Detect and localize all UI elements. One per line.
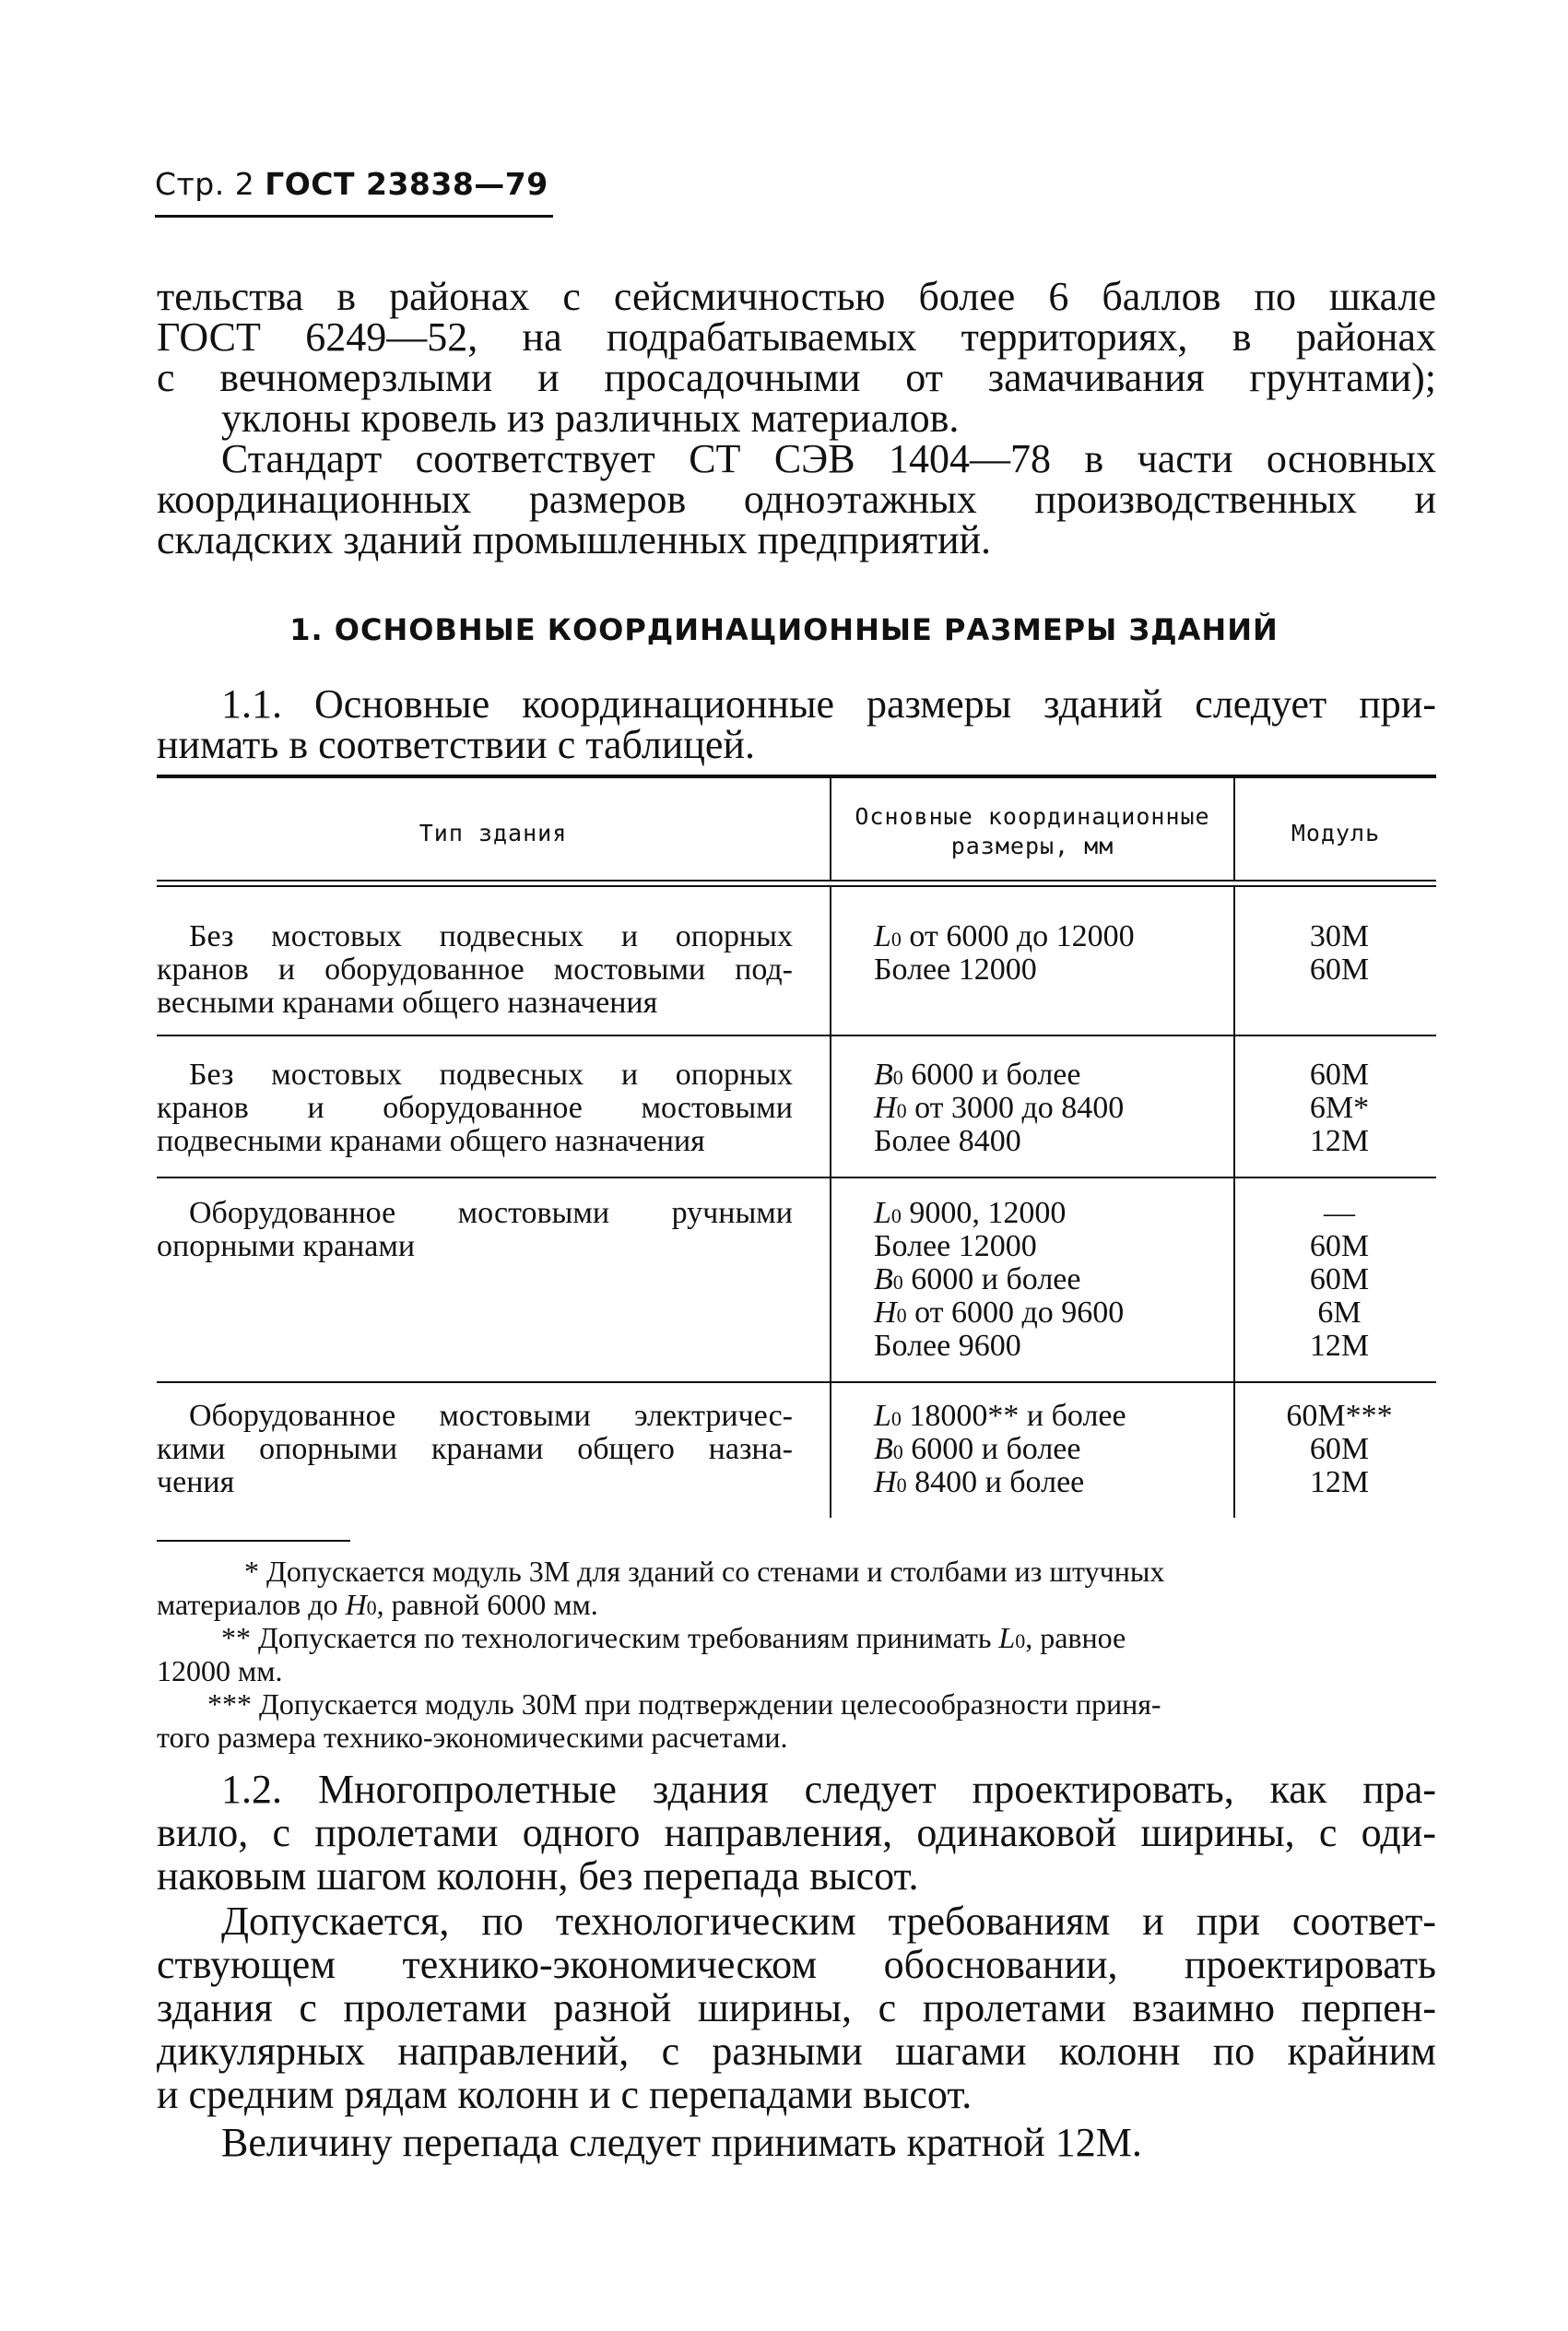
footnote-text: материалов до bbox=[157, 1588, 346, 1621]
dimension-text: 6000 и более bbox=[902, 1262, 1081, 1296]
table-cell-type: Без мостовых подвесных и опорных bbox=[189, 1058, 793, 1092]
table-cell-type: кими опорными кранами общего назна- bbox=[157, 1432, 793, 1466]
table-cell-dimension bbox=[874, 1059, 1224, 1095]
intro-line: уклоны кровель из различных материалов. bbox=[221, 396, 960, 441]
paragraph-1-2-line: наковым шагом колонн, без перепада высот. bbox=[157, 1853, 919, 1899]
paragraph-allowed-line: и средним рядам колонн и с перепадами высот. bbox=[157, 2072, 973, 2117]
symbol: L bbox=[874, 1196, 891, 1230]
column-header-type: Тип здания bbox=[419, 820, 568, 846]
table-cell-type: подвесными кранами общего назначения bbox=[157, 1124, 705, 1158]
dimension-text: 18000** и более bbox=[901, 1399, 1126, 1433]
symbol: L bbox=[874, 1399, 891, 1433]
document-code: ГОСТ 23838—79 bbox=[265, 166, 548, 202]
table-cell-type: чения bbox=[157, 1465, 235, 1499]
footnote-text: ** Допускается по технологическим требованиям принимать bbox=[221, 1621, 999, 1654]
dimension-text: 9000, 12000 bbox=[901, 1196, 1067, 1230]
paragraph-1-1-line: 1.1. Основные координационные размеры зданий следует при- bbox=[221, 681, 1436, 727]
subscript: 0 bbox=[896, 1099, 907, 1122]
table-cell-dimension: Более 12000 bbox=[874, 1229, 1037, 1263]
table-cell-module: 30М bbox=[1309, 919, 1370, 953]
table-cell-dimension: Более 9600 bbox=[874, 1329, 1021, 1363]
symbol: L bbox=[998, 1621, 1016, 1654]
symbol: H bbox=[874, 1091, 897, 1125]
dimension-text: от 3000 до 8400 bbox=[906, 1091, 1125, 1125]
subscript: 0 bbox=[896, 1304, 907, 1327]
table-cell-dimension bbox=[874, 1466, 1224, 1502]
table-cell-module: — bbox=[1324, 1196, 1355, 1230]
footnote-3-cont: того размера технико-экономическими расчетами. bbox=[157, 1721, 788, 1754]
paragraph-1-2-line: 1.2. Многопролетные здания следует проектировать, как пра- bbox=[221, 1767, 1436, 1812]
table-cell-dimension: Более 8400 bbox=[874, 1124, 1021, 1158]
symbol: L bbox=[874, 919, 891, 953]
symbol: B bbox=[874, 1058, 893, 1092]
intro-line: с вечномерзлыми и просадочными от замачивания грунтами); bbox=[157, 355, 1436, 400]
table-cell-dimension bbox=[874, 1263, 1224, 1299]
dimension-text: 8400 и более bbox=[906, 1465, 1085, 1499]
paragraph-1-2-line: вило, с пролетами одного направления, одинаковой ширины, с оди- bbox=[157, 1810, 1436, 1855]
dimension-text: 6000 и более bbox=[902, 1432, 1081, 1466]
table-cell-dimension bbox=[874, 1433, 1224, 1469]
table-cell-module: 60М bbox=[1309, 1432, 1370, 1466]
intro-line: тельства в районах с сейсмичностью более 6 баллов по шкале bbox=[157, 274, 1436, 319]
column-header-dimensions: Основные координационные bbox=[855, 803, 1210, 830]
subscript: 0 bbox=[892, 1440, 903, 1463]
table-cell-module: 60М bbox=[1309, 1058, 1370, 1092]
table-body-divider bbox=[830, 887, 831, 1518]
table-cell-module: 60М bbox=[1309, 1262, 1370, 1296]
table-cell-dimension bbox=[874, 1197, 1224, 1233]
footnote-rule bbox=[157, 1540, 350, 1542]
table-cell-type: кранов и оборудованное мостовыми bbox=[157, 1091, 793, 1125]
page-label: Стр. 2 bbox=[155, 166, 255, 202]
paragraph-allowed-line: Допускается, по технологическим требованиям и при соответ- bbox=[221, 1899, 1436, 1944]
symbol: H bbox=[345, 1588, 367, 1621]
table-cell-dimension bbox=[874, 1400, 1224, 1436]
footnote-3: *** Допускается модуль 30М при подтверждении целесообразности приня- bbox=[207, 1687, 1161, 1721]
table-top-rule bbox=[157, 775, 1436, 778]
table-cell-type: Оборудованное мостовыми ручными bbox=[189, 1196, 793, 1230]
symbol: B bbox=[874, 1262, 893, 1296]
subscript: 0 bbox=[896, 1473, 907, 1497]
header-rule bbox=[155, 215, 553, 218]
footnote-1-cont bbox=[157, 1588, 598, 1625]
symbol: B bbox=[874, 1432, 893, 1466]
footnote-text: , равное bbox=[1025, 1621, 1126, 1654]
subscript: 0 bbox=[1015, 1629, 1026, 1652]
dimension-text: от 6000 до 9600 bbox=[906, 1296, 1125, 1330]
dimension-text: 6000 и более bbox=[902, 1058, 1081, 1092]
table-row-rule bbox=[157, 1035, 1436, 1036]
intro-line: координационных размеров одноэтажных производственных и bbox=[157, 477, 1436, 522]
table-cell-type: Оборудованное мостовыми электричес- bbox=[189, 1399, 793, 1433]
dimension-text: от 6000 до 12000 bbox=[901, 919, 1135, 953]
table-cell-type: Без мостовых подвесных и опорных bbox=[189, 919, 793, 953]
table-cell-module: 12М bbox=[1309, 1465, 1370, 1499]
symbol: H bbox=[874, 1465, 897, 1499]
footnote-text: , равной 6000 мм. bbox=[376, 1588, 598, 1621]
footnote-1: * Допускается модуль 3М для зданий со стенами и столбами из штучных bbox=[244, 1555, 1165, 1588]
table-row-rule bbox=[157, 1381, 1436, 1383]
paragraph-allowed-line: ствующем технико-экономическом обосновании, проектировать bbox=[157, 1942, 1436, 1987]
subscript: 0 bbox=[890, 1407, 902, 1430]
table-cell-type: кранов и оборудованное мостовыми под- bbox=[157, 953, 793, 987]
table-cell-dimension: Более 12000 bbox=[874, 953, 1037, 987]
subscript: 0 bbox=[890, 1204, 902, 1227]
paragraph-step: Величину перепада следует принимать кратной 12М. bbox=[221, 2120, 1142, 2165]
table-cell-module: 60М*** bbox=[1286, 1399, 1393, 1433]
intro-line: Стандарт соответствует СТ СЭВ 1404—78 в части основных bbox=[221, 436, 1436, 481]
subscript: 0 bbox=[892, 1271, 903, 1294]
subscript: 0 bbox=[892, 1066, 903, 1089]
footnote-2 bbox=[221, 1621, 1126, 1658]
symbol: H bbox=[874, 1296, 897, 1330]
subscript: 0 bbox=[366, 1596, 377, 1619]
section-title: 1. ОСНОВНЫЕ КООРДИНАЦИОННЫЕ РАЗМЕРЫ ЗДАНИЙ bbox=[289, 612, 1279, 647]
table-body-divider bbox=[1233, 887, 1235, 1518]
table-cell-module: 12М bbox=[1309, 1329, 1370, 1363]
footnote-2-cont: 12000 мм. bbox=[157, 1654, 283, 1687]
table-cell-module: 60М bbox=[1309, 953, 1370, 987]
intro-line: складских зданий промышленных предприятий. bbox=[157, 517, 992, 562]
table-cell-module: 12М bbox=[1309, 1124, 1370, 1158]
intro-line: ГОСТ 6249—52, на подрабатываемых территориях, в районах bbox=[157, 314, 1436, 360]
table-cell-type: весными кранами общего назначения bbox=[157, 986, 658, 1020]
table-row-rule bbox=[157, 1177, 1436, 1178]
table-cell-dimension bbox=[874, 1296, 1224, 1332]
column-header-dimensions-unit: размеры, мм bbox=[950, 833, 1114, 859]
table-header-rule bbox=[157, 880, 1436, 882]
table-cell-module: 60М bbox=[1309, 1229, 1370, 1263]
table-cell-module: 6М bbox=[1317, 1296, 1362, 1330]
running-header bbox=[155, 166, 548, 202]
column-header-module: Модуль bbox=[1291, 820, 1381, 846]
paragraph-allowed-line: здания с пролетами разной ширины, с пролетами взаимно перпен- bbox=[157, 1985, 1436, 2030]
table-cell-dimension bbox=[874, 1092, 1224, 1128]
table-cell-type: опорными кранами bbox=[157, 1229, 416, 1263]
table-header-rule bbox=[157, 885, 1436, 887]
table-cell-dimension bbox=[874, 920, 1224, 956]
paragraph-1-1-line: нимать в соответствии с таблицей. bbox=[157, 722, 755, 767]
paragraph-allowed-line: дикулярных направлений, с разными шагами колонн по крайним bbox=[157, 2029, 1436, 2074]
subscript: 0 bbox=[890, 928, 902, 951]
table-cell-module: 6М* bbox=[1309, 1091, 1370, 1125]
